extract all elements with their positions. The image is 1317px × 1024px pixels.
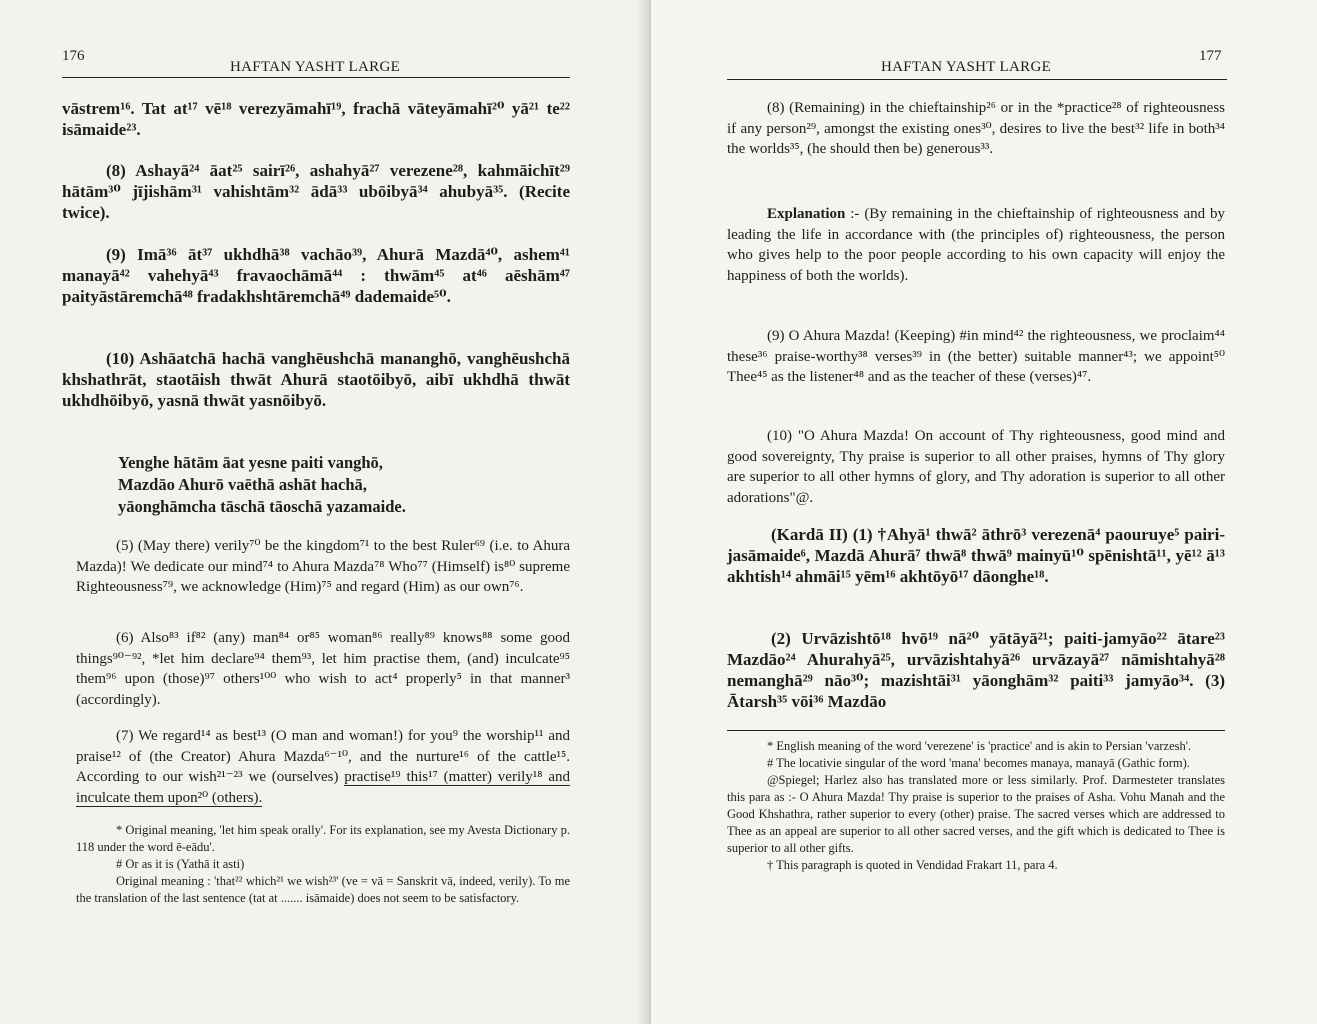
avesta-line: (9) Imā³⁶ āt³⁷ ukhdhā³⁸ vachāo³⁹, Ahurā Mazdā⁴⁰, ashem⁴¹ manayā⁴² vahehyā⁴³ fravaochāmā⁴⁴ : thwām⁴⁵ at⁴⁶ aēshām⁴⁷ paityāstāremchā⁴⁸ fradakhshtāremchā⁴⁹ dademaide⁵⁰. [62, 245, 570, 306]
running-head: HAFTAN YASHT LARGE [881, 59, 1052, 75]
footnote: * English meaning of the word 'verezene' is 'practice' and is akin to Persian 'varzesh'. [767, 739, 1192, 753]
verse-line: yāonghāmcha tāschā tāoschā yazamaide. [118, 497, 406, 516]
translation-paragraph [727, 98, 1225, 160]
paragraph-text: :- (By remaining in the chieftainship of righteousness and by leading the life in accordance with (the principles of) righteousness, the person who gives help to the poor people according to his own capacity will enjoy the happiness of both the worlds). [727, 206, 1225, 284]
page-number: 176 [62, 48, 85, 64]
footnote: # The locativie singular of the word 'mana' becomes manaya, manayā (Gathic form). [767, 756, 1190, 770]
footnote: # Or as it is (Yathā it asti) [116, 857, 245, 871]
paragraph-text: (8) (Remaining) in the chieftainship²⁶ or in the *practice²⁸ of righteousness if any person²⁹, amongst the existing ones³⁰, desires to live the best³² life in both³⁴ the worlds³⁵, (he should then be) generous³³. [727, 100, 1225, 157]
footnote: † This paragraph is quoted in Vendidad Frakart 11, para 4. [767, 858, 1058, 872]
paragraph-text: (6) Also⁸³ if⁸² (any) man⁸⁴ or⁸⁵ woman⁸⁶ really⁸⁹ knows⁸⁸ some good things⁹⁰⁻⁹², *let him declare⁹⁴ them⁹³, let him practise them, (and) inculcate⁹⁵ them⁹⁶ upon (those)⁹⁷ others¹⁰⁰ who wish to act⁴ properly⁵ in that manner³ (accordingly). [76, 630, 570, 708]
verse-line: Yenghe hātām āat yesne paiti vanghō, [118, 453, 383, 472]
avesta-text [62, 98, 570, 140]
avesta-text [62, 160, 570, 223]
verse-line: Mazdāo Ahurō vaēthā ashāt hachā, [118, 475, 367, 494]
footnote: Original meaning : 'that²² which²¹ we wish²³' (ve = vā = Sanskrit vā, indeed, verily). To me the translation of the last sentence (tat at ....... isāmaide) does not seem to be satisfactory. [76, 874, 570, 905]
explanation-paragraph [727, 204, 1225, 286]
avesta-text [727, 524, 1225, 587]
verse-block [118, 452, 558, 518]
translation-paragraph [76, 726, 570, 808]
page-number: 177 [1199, 48, 1222, 64]
translation-paragraph [727, 326, 1225, 388]
header-rule [62, 77, 570, 78]
translation-paragraph [76, 536, 570, 598]
avesta-line: (Kardā II) (1) †Ahyā¹ thwā² āthrō³ verezenā⁴ paouruye⁵ pairi-jasāmaide⁶, Mazdā Ahurā⁷ thwā⁸ thwā⁹ mainyū¹⁰ spēnishtā¹¹, yē¹² ā¹³ akhtish¹⁴ ahmāi¹⁵ yēm¹⁶ akhtōyō¹⁷ dāonghe¹⁸. [727, 525, 1225, 586]
paragraph-last-line: practise¹⁹ this¹⁷ (matter) verily¹⁸ and inculcate them upon²⁰ (others). [76, 769, 570, 806]
avesta-line: (8) Ashayā²⁴ āat²⁵ sairī²⁶, ashahyā²⁷ verezene²⁸, kahmāichīt²⁹ hātām³⁰ jījishām³¹ vahishtām³² ādā³³ ubōibyā³⁴ ahubyā³⁵. (Recite twice). [62, 161, 570, 222]
paragraph-text: (5) (May there) verily⁷⁰ be the kingdom⁷¹ to the best Ruler⁶⁹ (i.e. to Ahura Mazda)! We dedicate our mind⁷⁴ to Ahura Mazda⁷⁸ Who⁷⁷ (Himself) is⁸⁰ supreme Righteousness⁷⁹, we acknowledge (Him)⁷⁵ and regard (Him) as our own⁷⁶. [76, 538, 570, 595]
left-page [0, 0, 651, 1024]
avesta-line: (2) Urvāzishtō¹⁸ hvō¹⁹ nā²⁰ yātāyā²¹; paiti-jamyāo²² ātare²³ Mazdāo²⁴ Ahurahyā²⁵, urvāzishtahyā²⁶ urvāzayā²⁷ nāmishtahyā²⁸ nemanghā²⁹ nāo³⁰; mazishtāi³¹ yāonghām³² paiti³³ jamyāo³⁴. (3) Ātarsh³⁵ vōi³⁶ Mazdāo [727, 629, 1225, 711]
avesta-line: vāstrem¹⁶. Tat at¹⁷ vē¹⁸ verezyāmahī¹⁹, frachā vāteyāmahī²⁰ yā²¹ te²² isāmaide²³. [62, 99, 570, 139]
footnote: * Original meaning, 'let him speak orally'. For its explanation, see my Avesta Dictionary p. 118 under the word ē-eādu'. [76, 823, 570, 854]
avesta-text [727, 628, 1225, 712]
translation-paragraph [727, 426, 1225, 508]
avesta-text [62, 348, 570, 411]
running-head: HAFTAN YASHT LARGE [230, 59, 401, 75]
footnote-rule [727, 730, 1225, 731]
footnote: @Spiegel; Harlez also has translated more or less similarly. Prof. Darmesteter translates this para as :- O Ahura Mazda! Thy praise is superior to the praises of Asha. Vohu Manah and the Good Khshathra, rather superior to every (other) praise. The sacred verses which are addressed to Thee as an appeal are superior to all other sacred verses, and the gift which is dedicated to Thee is superior to all other gifts. [727, 773, 1225, 855]
paragraph-text: (10) "O Ahura Mazda! On account of Thy righteousness, good mind and good sovereignty, Thy praise is superior to all other praises, hymns of Thy glory are superior to all other hymns of glory, and Thy adoration is superior to all other adorations"@. [727, 428, 1225, 506]
header-rule [727, 79, 1227, 80]
right-page [651, 0, 1317, 1024]
paragraph-text: (7) We regard¹⁴ as best¹³ (O man and woman!) for you⁹ the worship¹¹ and praise¹² of (the Creator) Ahura Mazda⁶⁻¹⁰, and the nurture¹⁶ of the cattle¹⁵. According to our wish²¹⁻²³ we (ourselves) [76, 728, 570, 785]
avesta-text [62, 244, 570, 307]
avesta-line: (10) Ashāatchā hachā vanghēushchā mananghō, vanghēushchā khshathrāt, staotāish thwāt Ahurā staotōibyō, aibī ukhdhā thwāt ukhdhōibyō, yasnā thwāt yasnōibyō. [62, 349, 570, 410]
footnotes [76, 822, 570, 907]
footnotes [727, 738, 1225, 874]
explanation-label: Explanation [767, 206, 846, 222]
paragraph-text: (9) O Ahura Mazda! (Keeping) #in mind⁴² the righteousness, we proclaim⁴⁴ these³⁶ praise-worthy³⁸ verses³⁹ in (the better) suitable manner⁴³; we appoint⁵⁰ Thee⁴⁵ as the listener⁴⁸ and as the teacher of these (verses)⁴⁷. [727, 328, 1225, 385]
translation-paragraph [76, 628, 570, 710]
